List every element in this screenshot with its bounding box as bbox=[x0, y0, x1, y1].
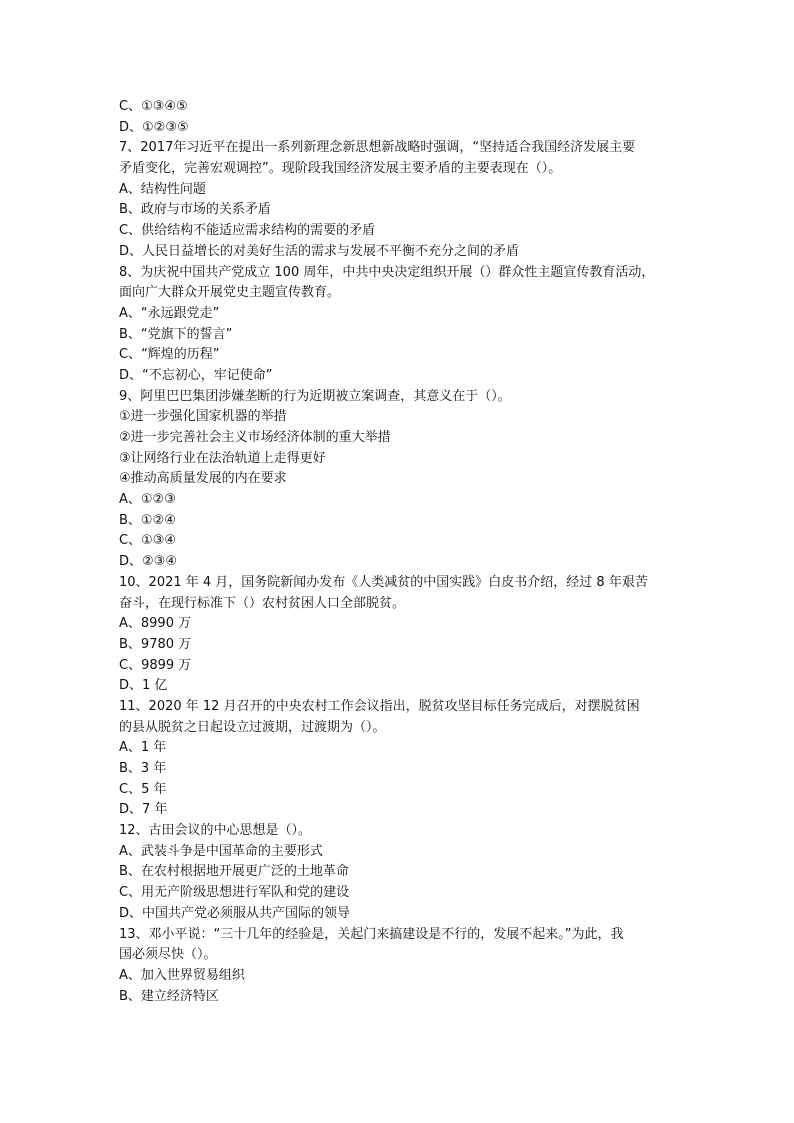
question-text: 12、古田会议的中心思想是（）。 bbox=[119, 823, 312, 839]
option-text: A、武装斗争是中国革命的主要形式 bbox=[119, 843, 323, 859]
question-text: 11、2020 年 12 月召开的中央农村工作会议指出，脱贫攻坚目标任务完成后，对摆脱贫困 bbox=[119, 698, 640, 714]
option-text: C、用无产阶级思想进行军队和党的建设 bbox=[119, 885, 350, 901]
question-text: 9、阿里巴巴集团涉嫌垄断的行为近期被立案调查，其意义在于（）。 bbox=[119, 388, 511, 404]
option-text: D、1 亿 bbox=[119, 678, 168, 694]
statement-text: ④推动高质量发展的内在要求 bbox=[119, 471, 287, 487]
question-text: 10、2021 年 4 月，国务院新闻办发布《人类减贫的中国实践》白皮书介绍，经过 8 年艰苦 bbox=[119, 574, 648, 590]
text-line: D、①②③⑤ bbox=[119, 119, 189, 135]
option-text: A、结构性问题 bbox=[119, 181, 206, 197]
option-text: C、“辉煌的历程” bbox=[119, 347, 220, 363]
statement-text: ②进一步完善社会主义市场经济体制的重大举措 bbox=[119, 430, 391, 445]
question-text: 7、2017年习近平在提出一系列新理念新思想新战略时强调，“坚持适合我国经济发展主要 bbox=[119, 140, 636, 156]
option-text: B、“党旗下的誓言” bbox=[119, 326, 233, 342]
question-text: 面向广大群众开展党史主题宣传教育。 bbox=[119, 285, 341, 301]
option-text: C、供给结构不能适应需求结构的需要的矛盾 bbox=[119, 223, 376, 239]
option-text: B、建立经济特区 bbox=[119, 988, 219, 1004]
question-text: 矛盾变化，完善宏观调控”。现阶段我国经济发展主要矛盾的主要表现在（）。 bbox=[119, 161, 562, 177]
option-text: B、①②④ bbox=[119, 512, 176, 528]
document-page bbox=[119, 97, 679, 1007]
question-text: 国必须尽快（）。 bbox=[119, 947, 217, 963]
question-text: 13、邓小平说：“三十几年的经验是，关起门来搞建设是不行的，发展不起来。”为此，我 bbox=[119, 926, 624, 942]
text-line: C、①③④⑤ bbox=[119, 99, 188, 114]
option-text: B、9780 万 bbox=[119, 636, 192, 652]
option-text: A、加入世界贸易组织 bbox=[119, 967, 245, 983]
option-text: B、在农村根据地开展更广泛的土地革命 bbox=[119, 864, 349, 880]
option-text: A、“永远跟党走” bbox=[119, 305, 220, 321]
option-text: D、人民日益增长的对美好生活的需求与发展不平衡不充分之间的矛盾 bbox=[119, 243, 520, 259]
question-text: 8、为庆祝中国共产党成立 100 周年，中共中央决定组织开展（）群众性主题宣传教育活动， bbox=[119, 264, 655, 280]
question-text: 的县从脱贫之日起设立过渡期，过渡期为（）。 bbox=[119, 719, 386, 735]
option-text: D、中国共产党必须服从共产国际的领导 bbox=[119, 905, 351, 921]
option-text: D、“不忘初心，牢记使命” bbox=[119, 367, 273, 383]
option-text: C、①③④ bbox=[119, 533, 177, 549]
option-text: B、3 年 bbox=[119, 761, 167, 776]
option-text: B、政府与市场的关系矛盾 bbox=[119, 202, 271, 218]
statement-text: ①进一步强化国家机器的举措 bbox=[119, 409, 287, 425]
option-text: D、②③④ bbox=[119, 554, 177, 570]
option-text: A、①②③ bbox=[119, 492, 176, 508]
option-text: A、1 年 bbox=[119, 740, 167, 756]
option-text: C、5 年 bbox=[119, 781, 167, 797]
statement-text: ③让网络行业在法治轨道上走得更好 bbox=[119, 450, 326, 466]
option-text: D、7 年 bbox=[119, 802, 168, 818]
question-text: 奋斗，在现行标准下（）农村贫困人口全部脱贫。 bbox=[119, 595, 406, 611]
option-text: A、8990 万 bbox=[119, 616, 192, 632]
option-text: C、9899 万 bbox=[119, 657, 192, 673]
